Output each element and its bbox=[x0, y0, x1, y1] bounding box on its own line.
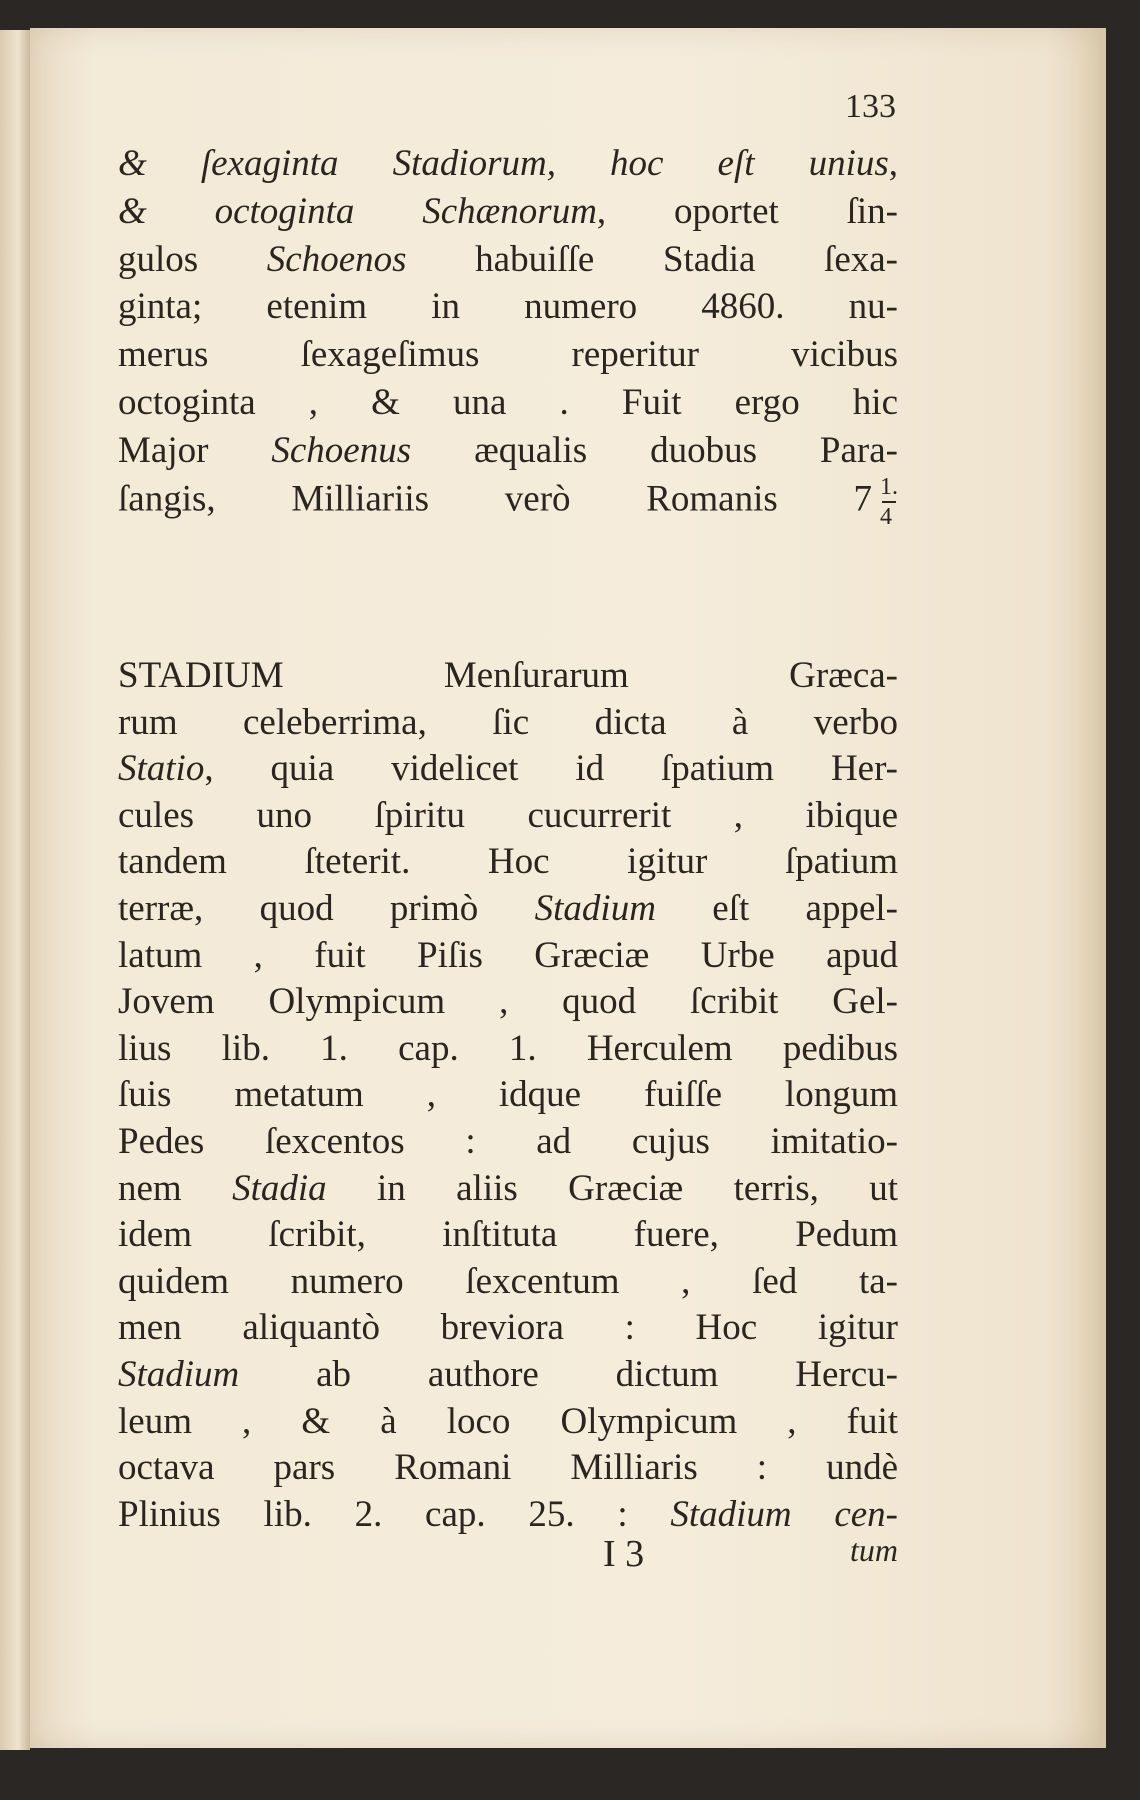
facing-page-edge bbox=[0, 30, 30, 1750]
page-footer bbox=[118, 1532, 898, 1578]
text-line bbox=[118, 1305, 898, 1352]
roman-text: ginta; etenim in numero 4860. nu- bbox=[118, 286, 898, 328]
italic-text: Stadium cen- bbox=[670, 1493, 898, 1535]
text-line bbox=[118, 1026, 898, 1073]
roman-text: in aliis Græciæ terris, ut bbox=[326, 1167, 898, 1209]
text-line bbox=[118, 886, 898, 933]
fraction-denominator: 4 bbox=[880, 503, 892, 530]
fraction-numerator: 1. bbox=[880, 473, 898, 500]
fraction bbox=[880, 475, 898, 529]
roman-text: idem ſcribit, inſtituta fuere, Pedum bbox=[118, 1214, 898, 1256]
signature-mark: I 3 bbox=[603, 1533, 645, 1575]
text-line bbox=[118, 1166, 898, 1213]
paragraph-2 bbox=[118, 653, 898, 1538]
roman-text: octava pars Romani Milliaris : undè bbox=[118, 1447, 898, 1489]
text-line bbox=[118, 473, 898, 530]
text-line bbox=[118, 331, 898, 379]
roman-text: lius lib. 1. cap. 1. Herculem pedibus bbox=[118, 1027, 898, 1069]
roman-text: Pedes ſexcentos : ad cujus imitatio- bbox=[118, 1120, 898, 1162]
roman-text: gulos bbox=[118, 238, 267, 280]
roman-text: ſangis, Milliariis verò Romanis 7 bbox=[118, 478, 872, 520]
roman-text: ſuis metatum , idque fuiſſe longum bbox=[118, 1074, 898, 1116]
text-line bbox=[118, 700, 898, 747]
roman-text: , oportet ſin- bbox=[596, 190, 899, 232]
text-line bbox=[118, 1399, 898, 1446]
roman-text: men aliquantò breviora : Hoc igitur bbox=[118, 1307, 898, 1349]
italic-text: Stadium bbox=[534, 887, 656, 929]
italic-text: Stadium bbox=[118, 1353, 240, 1395]
text-line bbox=[118, 1259, 898, 1306]
roman-text: quidem numero ſexcentum , ſed ta- bbox=[118, 1260, 898, 1302]
text-line bbox=[118, 188, 898, 236]
text-line bbox=[118, 1072, 898, 1119]
italic-text: & octoginta Schænorum bbox=[118, 190, 597, 232]
text-line bbox=[118, 933, 898, 980]
roman-text: STADIUM Menſurarum Græca- bbox=[118, 655, 898, 696]
catchword: tum bbox=[850, 1532, 898, 1568]
roman-text: merus ſexageſimus reperitur vicibus bbox=[118, 334, 898, 376]
text-line bbox=[118, 839, 898, 886]
roman-text: Plinius lib. 2. cap. 25. : bbox=[118, 1493, 671, 1535]
italic-text: Stadia bbox=[232, 1167, 327, 1209]
text-line bbox=[118, 653, 898, 700]
page-edge bbox=[1100, 28, 1106, 1748]
page-number: 133 bbox=[845, 88, 896, 125]
text-line bbox=[118, 1212, 898, 1259]
text-line bbox=[118, 283, 898, 331]
roman-text: habuiſſe Stadia ſexa- bbox=[406, 238, 898, 280]
paragraph-1 bbox=[118, 140, 899, 530]
roman-text: æqualis duobus Para- bbox=[411, 429, 898, 471]
text-line bbox=[118, 236, 898, 284]
roman-text: eſt appel- bbox=[655, 887, 898, 929]
roman-text: tandem ſteterit. Hoc igitur ſpatium bbox=[118, 841, 898, 883]
text-line bbox=[118, 1445, 898, 1492]
text-line bbox=[118, 746, 898, 793]
roman-text: cules uno ſpiritu cucurrerit , ibique bbox=[118, 794, 898, 836]
text-line bbox=[118, 793, 898, 840]
roman-text: ab authore dictum Hercu- bbox=[239, 1353, 898, 1395]
italic-text: & ſexaginta Stadiorum, hoc eſt unius bbox=[118, 143, 889, 184]
italic-text: Schoenos bbox=[266, 238, 407, 280]
text-line bbox=[118, 379, 898, 427]
italic-text: Statio bbox=[118, 748, 205, 790]
italic-text: Schoenus bbox=[271, 429, 412, 471]
roman-text: rum celeberrima, ſic dicta à verbo bbox=[118, 701, 898, 743]
fraction-bar bbox=[882, 501, 896, 503]
text-line bbox=[118, 1352, 898, 1399]
text-line bbox=[118, 140, 898, 188]
roman-text: terræ, quod primò bbox=[118, 887, 535, 929]
roman-text: nem bbox=[118, 1167, 233, 1209]
text-line bbox=[118, 427, 898, 475]
roman-text: octoginta , & una . Fuit ergo hic bbox=[118, 381, 898, 423]
roman-text: Jovem Olympicum , quod ſcribit Gel- bbox=[118, 981, 898, 1023]
text-line bbox=[118, 979, 898, 1026]
roman-text: Major bbox=[118, 429, 272, 471]
roman-text: , bbox=[888, 143, 898, 184]
roman-text: , quia videlicet id ſpatium Her- bbox=[204, 748, 898, 790]
roman-text: leum , & à loco Olympicum , fuit bbox=[118, 1400, 898, 1442]
text-line bbox=[118, 1119, 898, 1166]
roman-text: latum , fuit Piſis Græciæ Urbe apud bbox=[118, 934, 898, 976]
